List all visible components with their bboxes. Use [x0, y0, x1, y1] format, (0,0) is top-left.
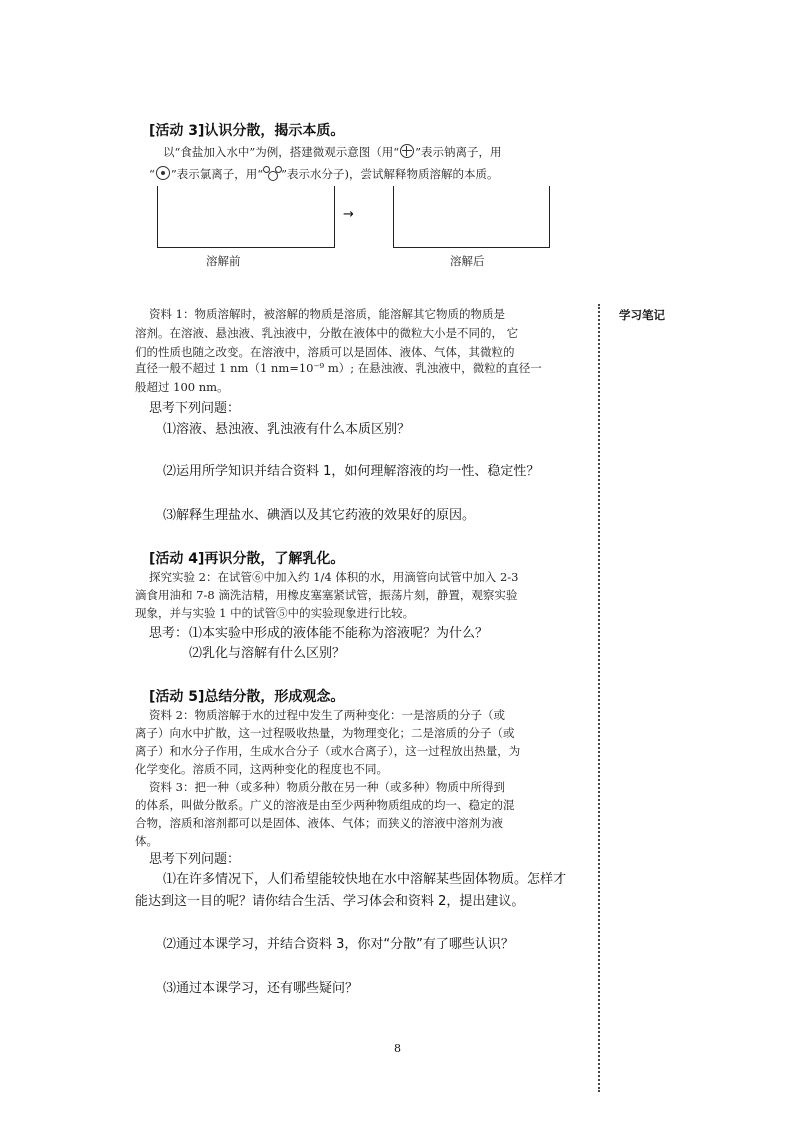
material1-line: 们的性质也随之改变。在溶液中，溶质可以是固体、液体、气体，其微粒的 — [135, 345, 515, 359]
after-dissolving-label: 溶解后 — [450, 254, 485, 268]
activity3-title: [活动 3]认识分散，揭示本质。 — [149, 123, 345, 139]
activity3-line1 — [163, 144, 502, 160]
after-dissolving-box — [393, 186, 550, 248]
activity5-title: [活动 5]总结分散，形成观念。 — [149, 689, 345, 705]
before-dissolving-box — [157, 186, 335, 248]
activity4-line: 滴食用油和 7-8 滴洗洁精，用橡皮塞塞紧试管，振荡片刻，静置，观察实验 — [135, 588, 518, 602]
activity3-line2-text-b: ”表示氯离子，用“ — [170, 167, 264, 181]
activity5-question-3: ⑶通过本课学习，还有哪些疑问？ — [163, 981, 359, 996]
activity5-line: 化学变化。溶质不同，这两种变化的程度也不同。 — [135, 762, 388, 776]
sodium-ion-icon — [400, 144, 414, 158]
activity5-line: 资料 2：物质溶解于水的过程中发生了两种变化：一是溶质的分子（或 — [149, 708, 505, 722]
think1-question-2: ⑵运用所学知识并结合资料 1，如何理解溶液的均一性、稳定性？ — [163, 464, 540, 479]
activity3-line1-text-b: ”表示钠离子，用 — [415, 145, 502, 159]
material1-line: 般超过 100 nm。 — [135, 380, 229, 394]
think1-intro: 思考下列问题： — [149, 401, 241, 416]
activity5-line: 离子）向水中扩散，这一过程吸收热量，为物理变化；二是溶质的分子（或 — [135, 726, 515, 740]
activity5-line: 的体系，叫做分散系。广义的溶液是由至少两种物质组成的均一、稳定的混 — [135, 798, 515, 812]
page-number: 8 — [394, 1042, 401, 1055]
study-notes-title: 学习笔记 — [619, 308, 665, 322]
activity5-intro: 思考下列问题： — [149, 852, 241, 867]
activity4-line: 探究实验 2：在试管⑥中加入约 1/4 体积的水，用滴管向试管中加入 2-3 — [149, 570, 519, 584]
activity5-question-2: ⑵通过本课学习，并结合资料 3，你对“分散”有了哪些认识？ — [163, 937, 514, 952]
material1-line: 资料 1：物质溶解时，被溶解的物质是溶质，能溶解其它物质的物质是 — [149, 307, 505, 321]
activity5-line: 体。 — [135, 834, 158, 848]
activity3-line2 — [149, 166, 499, 182]
activity3-line2-text-c: ”表示水分子)，尝试解释物质溶解的本质。 — [281, 167, 499, 181]
think1-question-1: ⑴溶液、悬浊液、乳浊液有什么本质区别？ — [163, 422, 411, 437]
activity3-line1-text-a: 以“食盐加入水中”为例，搭建微观示意图（用“ — [163, 145, 400, 159]
activity4-think-label: 思考： — [149, 626, 189, 641]
activity5-question-1-line1: ⑴在许多情况下，人们希望能较快地在水中溶解某些固体物质。怎样才 — [163, 872, 567, 887]
activity5-question-1-line2: 能达到这一目的呢？请你结合生活、学习体会和资料 2，提出建议。 — [135, 894, 525, 909]
activity5-line: 离子）和水分子作用，生成水合分子（或水合离子），这一过程放出热量，为 — [135, 744, 521, 758]
activity4-line: 现象，并与实验 1 中的试管⑤中的实验现象进行比较。 — [135, 606, 415, 620]
material1-line: 直径一般不超过 1 nm（1 nm=10⁻⁹ m）; 在悬浊液、乳浊液中，微粒的直径一 — [135, 361, 542, 375]
activity5-line: 资料 3：把一种（或多种）物质分散在另一种（或多种）物质中所得到 — [149, 780, 505, 794]
notes-column-divider — [598, 304, 600, 1092]
activity4-title: [活动 4]再识分散，了解乳化。 — [149, 551, 345, 567]
water-molecule-icon — [263, 166, 281, 180]
activity3-line2-text-a: “ — [149, 167, 155, 181]
before-dissolving-label: 溶解前 — [206, 254, 241, 268]
activity5-line: 合物，溶质和溶剂都可以是固体、液体、气体；而狭义的溶液中溶剂为液 — [135, 816, 503, 830]
material1-line: 溶剂。在溶液、悬浊液、乳浊液中，分散在液体中的微粒大小是不同的， 它 — [135, 326, 519, 340]
activity4-question-2: ⑵乳化与溶解有什么区别？ — [189, 646, 346, 661]
arrow-icon: → — [343, 207, 354, 222]
chloride-ion-icon — [156, 166, 170, 180]
activity4-question-1: ⑴本实验中形成的液体能不能称为溶液呢？为什么？ — [189, 626, 489, 641]
think1-question-3: ⑶解释生理盐水、碘酒以及其它药液的效果好的原因。 — [163, 508, 476, 523]
